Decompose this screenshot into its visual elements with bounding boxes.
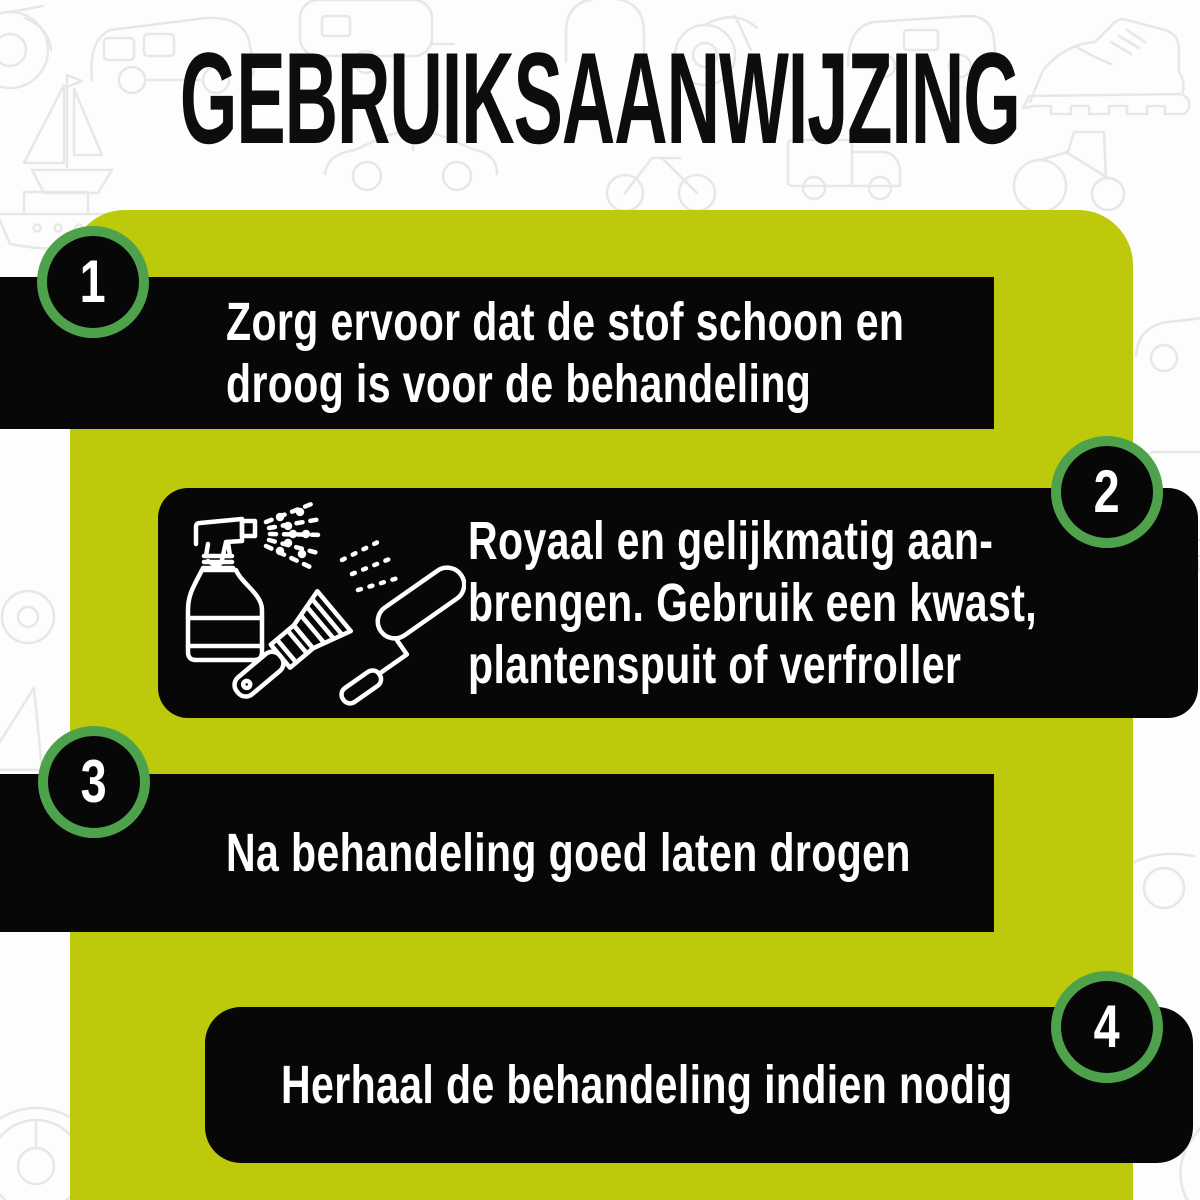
step-1-text-line: Zorg ervoor dat de stof schoon en bbox=[226, 292, 905, 352]
step-2-text-line: Royaal en gelijkmatig aan- bbox=[467, 511, 993, 571]
sail-icon bbox=[0, 688, 42, 770]
step-1-number: 1 bbox=[79, 248, 107, 315]
step-2-bar bbox=[158, 488, 1198, 718]
step-3-number-badge bbox=[38, 726, 150, 838]
step-2-text-line: brengen. Gebruik een kwast, bbox=[467, 573, 1037, 633]
step-4-number-badge bbox=[1051, 971, 1163, 1083]
wheel-icon bbox=[2, 591, 54, 643]
page-title bbox=[0, 25, 1200, 171]
car-icon bbox=[1136, 318, 1200, 371]
step-1-bar bbox=[0, 277, 994, 429]
application-tools-icons bbox=[166, 498, 466, 708]
step-4-bar bbox=[205, 1007, 1193, 1163]
step-3-number: 3 bbox=[80, 748, 108, 815]
step-3-text-line: Na behandeling goed laten drogen bbox=[226, 823, 911, 883]
step-1-number-badge bbox=[37, 226, 149, 338]
paint-roller-icon bbox=[313, 557, 465, 707]
step-3-bar bbox=[0, 774, 994, 932]
step-4-number: 4 bbox=[1093, 993, 1121, 1060]
step-2-number-badge bbox=[1051, 436, 1163, 548]
step-1-text-line: droog is voor de behandeling bbox=[226, 354, 812, 414]
paint-spatter bbox=[342, 540, 398, 590]
step-2-number: 2 bbox=[1093, 458, 1121, 525]
step-2-text-line: plantenspuit of verfroller bbox=[467, 635, 961, 695]
step-4-text-line: Herhaal de behandeling indien nodig bbox=[281, 1055, 1013, 1115]
page-title-text: GEBRUIKSAANWIJZING bbox=[180, 25, 1020, 171]
paint-brush-icon bbox=[220, 591, 350, 708]
